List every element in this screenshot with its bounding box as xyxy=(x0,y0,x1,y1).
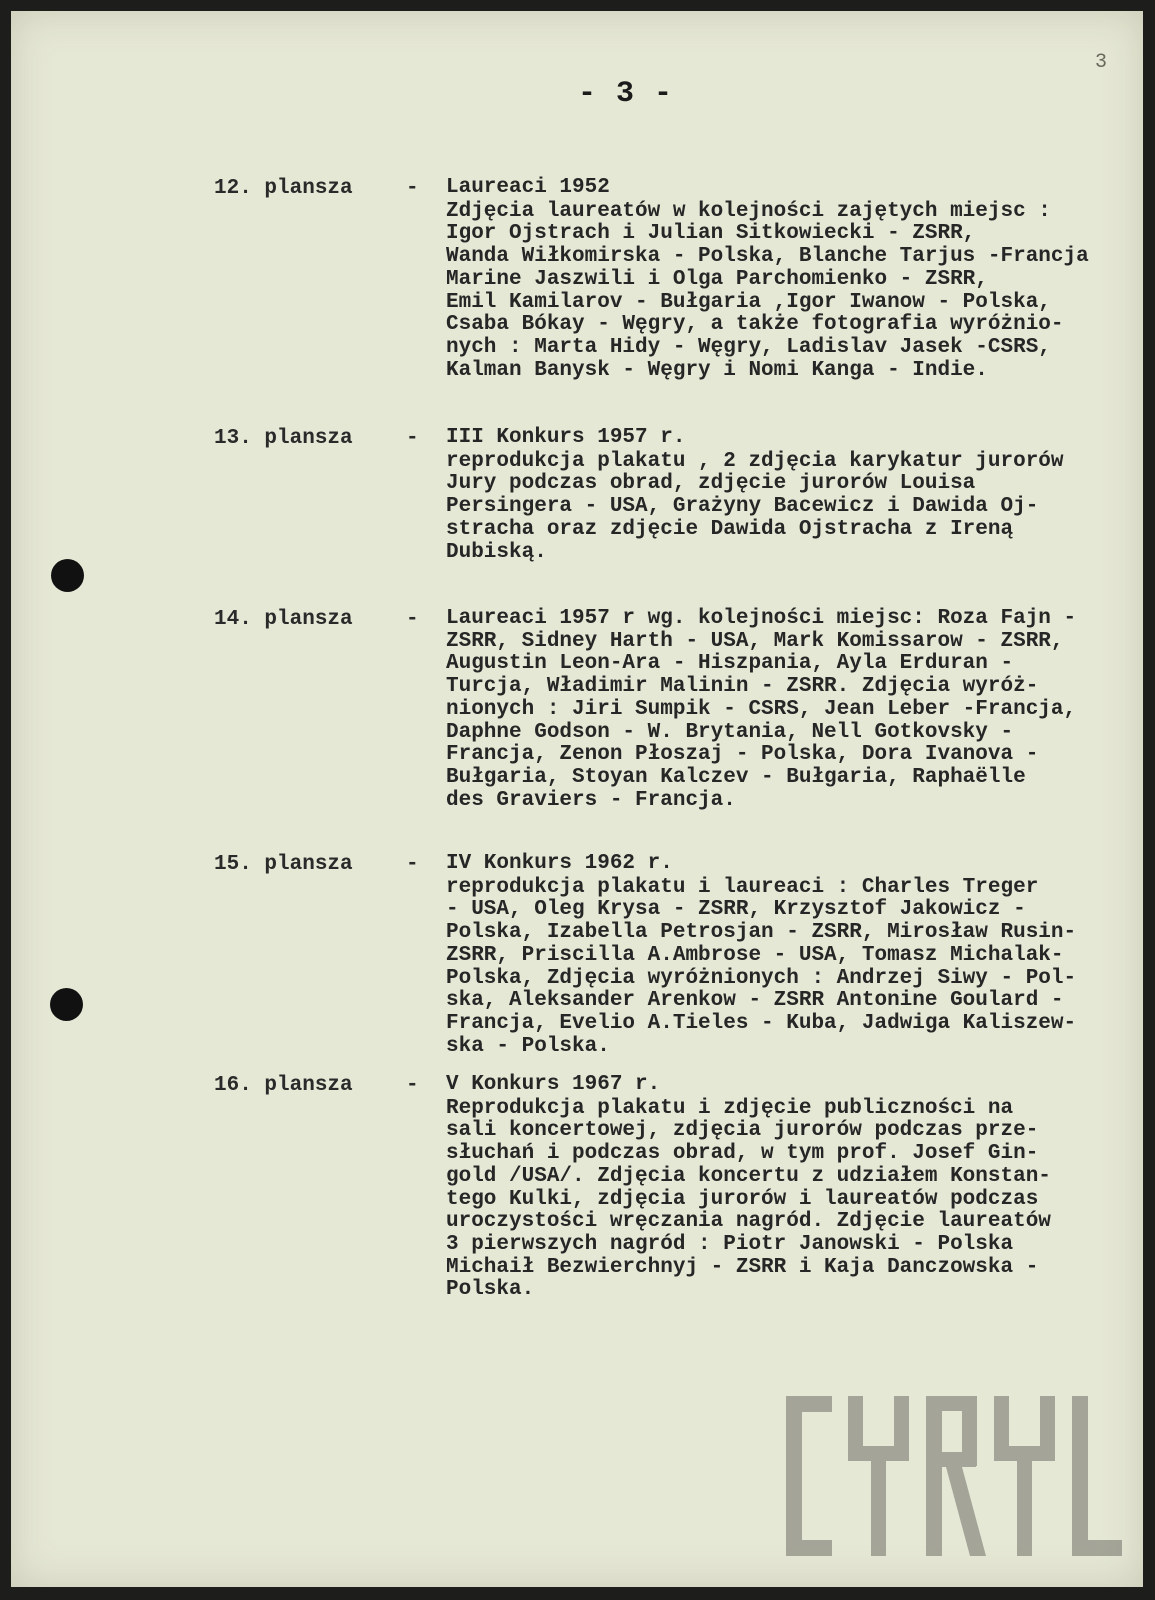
board-text-line: ZSRR, Sidney Harth - USA, Mark Komissarow - ZSRR, xyxy=(446,629,1064,653)
board-label: 14. plansza xyxy=(214,608,353,631)
board-text-line: słuchań i podczas obrad, w tym prof. Josef Gin- xyxy=(446,1142,1039,1166)
board-text-line: Polska, Izabella Petrosjan - ZSRR, Mirosław Rusin- xyxy=(446,921,1077,945)
board-text-line: ska - Polska. xyxy=(446,1034,610,1058)
board-text-line: sali koncertowej, zdjęcia jurorów podczas prze- xyxy=(446,1119,1039,1143)
board-label: 15. plansza xyxy=(214,853,353,876)
board-text-line: ZSRR, Priscilla A.Ambrose - USA, Tomasz Michalak- xyxy=(446,943,1064,967)
board-text-line: gold /USA/. Zdjęcia koncertu z udziałem Konstan- xyxy=(446,1164,1051,1188)
board-text-line: Augustin Leon-Ara - Hiszpania, Ayla Erduran - xyxy=(446,652,1014,676)
board-dash: - xyxy=(406,1074,419,1097)
board-text-line: ska, Aleksander Arenkow - ZSRR Antonine Goulard - xyxy=(446,989,1064,1013)
board-text-line: Jury podczas obrad, zdjęcie jurorów Louisa xyxy=(446,472,976,496)
board-text-line: Turcja, Władimir Malinin - ZSRR. Zdjęcia wyróż- xyxy=(446,675,1039,699)
corner-page-mark: 3 xyxy=(1095,51,1108,74)
punch-hole-upper xyxy=(51,559,84,592)
board-heading: Laureaci 1952 xyxy=(446,176,610,199)
board-text-line: Wanda Wiłkomirska - Polska, Blanche Tarjus -Francja xyxy=(446,245,1089,269)
board-text-line: uroczystości wręczania nagród. Zdjęcie laureatów xyxy=(446,1210,1051,1234)
board-heading: V Konkurs 1967 r. xyxy=(446,1073,661,1096)
board-text-line: Francja, Evelio A.Tieles - Kuba, Jadwiga Kaliszew- xyxy=(446,1011,1077,1035)
board-label: 12. plansza xyxy=(214,177,353,200)
board-label: 16. plansza xyxy=(214,1074,353,1097)
board-text-line: Zdjęcia laureatów w kolejności zajętych miejsc : xyxy=(446,199,1051,223)
punch-hole-lower xyxy=(50,988,83,1021)
board-dash: - xyxy=(406,853,419,876)
board-text-line: stracha oraz zdjęcie Dawida Ojstracha z Ireną xyxy=(446,517,1014,541)
board-dash: - xyxy=(406,427,419,450)
board-text-line: Marine Jaszwili i Olga Parchomienko - ZSRR, xyxy=(446,267,988,291)
board-description xyxy=(446,427,1136,564)
board-text-line: des Graviers - Francja. xyxy=(446,788,736,812)
board-text-line: nych : Marta Hidy - Węgry, Ladislav Jasek -CSRS, xyxy=(446,335,1051,359)
board-text-line: 3 pierwszych nagród : Piotr Janowski - Polska xyxy=(446,1232,1014,1256)
page-number: - 3 - xyxy=(578,77,674,111)
board-text-line: reprodukcja plakatu i laureaci : Charles Treger xyxy=(446,875,1039,899)
board-text-line: Laureaci 1957 r wg. kolejności miejsc: Roza Fajn - xyxy=(446,607,1077,630)
board-description xyxy=(446,608,1136,812)
board-text-line: nionych : Jiri Sumpik - CSRS, Jean Leber -Francja, xyxy=(446,697,1077,721)
board-text-line: Igor Ojstrach i Julian Sitkowiecki - ZSRR, xyxy=(446,222,976,246)
board-text-line: Francja, Zenon Płoszaj - Polska, Dora Ivanova - xyxy=(446,743,1039,767)
board-dash: - xyxy=(406,177,419,200)
board-description xyxy=(446,1074,1136,1302)
board-text-line: Polska, Zdjęcia wyróżnionych : Andrzej Siwy - Pol- xyxy=(446,966,1077,990)
board-text-line: Kalman Banysk - Węgry i Nomi Kanga - Indie. xyxy=(446,358,988,382)
board-text-line: Persingera - USA, Grażyny Bacewicz i Dawida Oj- xyxy=(446,495,1039,519)
board-text-line: Michaił Bezwierchnyj - ZSRR i Kaja Danczowska - xyxy=(446,1255,1039,1279)
board-text-line: Dubiską. xyxy=(446,540,547,564)
board-text-line: Bułgaria, Stoyan Kalczev - Bułgaria, Raphaëlle xyxy=(446,765,1026,789)
board-text-line: tego Kulki, zdjęcia jurorów i laureatów podczas xyxy=(446,1187,1039,1211)
document-page xyxy=(11,11,1143,1587)
board-description xyxy=(446,177,1136,382)
cyryl-watermark-logo xyxy=(786,1396,1126,1556)
board-text-line: Csaba Bókay - Węgry, a także fotografia wyróżnio- xyxy=(446,313,1064,337)
board-text-line: Daphne Godson - W. Brytania, Nell Gotkovsky - xyxy=(446,720,1014,744)
board-dash: - xyxy=(406,608,419,631)
board-text-line: Emil Kamilarov - Bułgaria ,Igor Iwanow - Polska, xyxy=(446,290,1051,314)
board-text-line: Reprodukcja plakatu i zdjęcie publiczności na xyxy=(446,1096,1014,1120)
board-description xyxy=(446,853,1136,1058)
board-text-line: - USA, Oleg Krysa - ZSRR, Krzysztof Jakowicz - xyxy=(446,898,1026,922)
board-text-line: reprodukcja plakatu , 2 zdjęcia karykatur jurorów xyxy=(446,449,1064,473)
board-heading: IV Konkurs 1962 r. xyxy=(446,852,673,875)
board-heading: III Konkurs 1957 r. xyxy=(446,426,686,449)
board-text-line: Polska. xyxy=(446,1278,535,1302)
board-label: 13. plansza xyxy=(214,427,353,450)
